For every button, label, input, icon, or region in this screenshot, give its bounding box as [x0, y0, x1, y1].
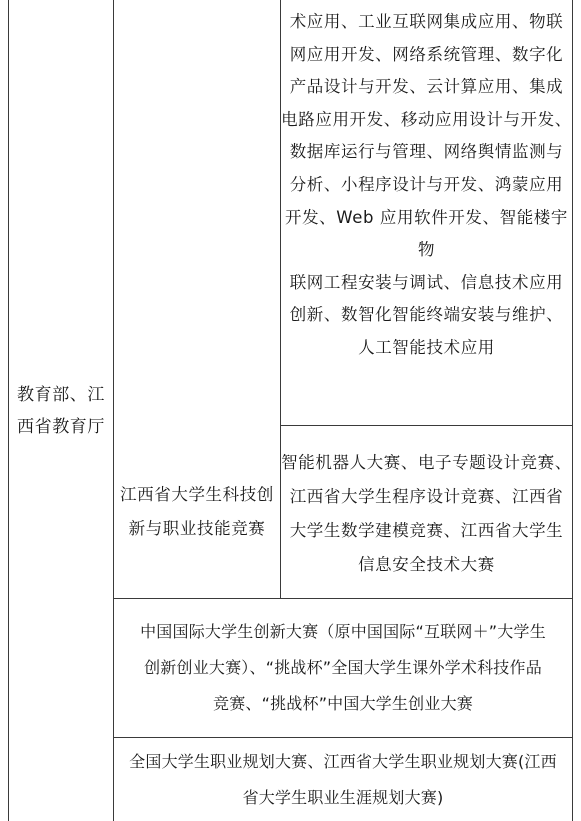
table-border-right	[572, 0, 573, 821]
row3-cell	[114, 599, 572, 737]
row3-line: 中国国际大学生创新大赛（原中国国际“互联网＋”大学生	[140, 622, 546, 641]
row2-competition-line: 江西省大学生科技创	[120, 485, 274, 504]
row4-line: 全国大学生职业规划大赛、江西省大学生职业规划大赛(江西	[129, 751, 557, 771]
row1-projects-cell	[281, 6, 572, 425]
row1-line: 数据库运行与管理、网络舆情监测与	[289, 142, 564, 162]
row2-competition-text	[120, 478, 274, 546]
row2-competition-line: 新与职业技能竞赛	[128, 519, 266, 538]
row1-line: 创新、数智化智能终端安装与维护、	[289, 305, 564, 325]
row4-line: 省大学生职业生涯规划大赛)	[242, 787, 444, 807]
row1-line: 网应用开发、网络系统管理、数字化	[289, 44, 564, 64]
row2-projects-cell	[281, 430, 572, 598]
row4-cell	[114, 738, 572, 821]
row2-projects-line: 智能机器人大赛、电子专题设计竞赛、	[281, 453, 572, 472]
organizer-cell	[9, 0, 113, 821]
row3-text	[140, 614, 546, 722]
row3-line: 创新创业大赛）、“挑战杯”全国大学生课外学术科技作品	[144, 658, 542, 677]
row2-competition-cell	[114, 426, 280, 598]
row1-line: 开发、Web 应用软件开发、智能楼宇物	[284, 207, 569, 260]
row1-line: 电路应用开发、移动应用设计与开发、	[281, 109, 572, 129]
row2-projects-line: 信息安全技术大赛	[358, 555, 495, 574]
row1-projects-text	[281, 6, 572, 365]
row1-competition-cell	[114, 0, 280, 425]
row1-line: 术应用、工业互联网集成应用、物联	[289, 12, 564, 31]
row1-line: 产品设计与开发、云计算应用、集成	[289, 77, 564, 97]
table-divider-row1	[280, 425, 572, 426]
row1-line: 分析、小程序设计与开发、鸿蒙应用	[289, 174, 564, 194]
row1-line: 联网工程安装与调试、信息技术应用	[289, 272, 564, 292]
row2-projects-text	[281, 446, 572, 582]
row4-text	[129, 744, 557, 816]
row2-projects-line: 江西省大学生程序设计竞赛、江西省	[289, 487, 564, 506]
organizer-text: 教育部、江西省教育厅	[17, 384, 105, 437]
row3-line: 竞赛、“挑战杯”中国大学生创业大赛	[213, 694, 473, 713]
row1-line: 人工智能技术应用	[358, 337, 495, 357]
row2-projects-line: 大学生数学建模竞赛、江西省大学生	[289, 521, 564, 540]
